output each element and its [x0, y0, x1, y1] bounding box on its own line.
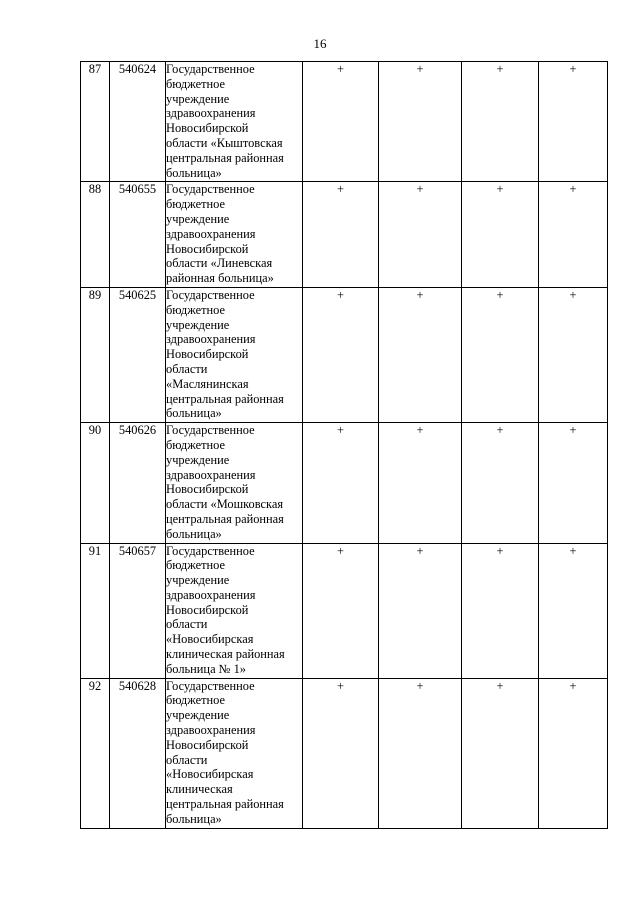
institution-name-line: области «Кыштовская — [166, 135, 283, 150]
institution-name-line: области — [166, 617, 208, 632]
mark-cell-1: + — [303, 182, 379, 288]
institution-name-line: учреждение — [166, 573, 230, 588]
institution-name-line: больница» — [166, 165, 222, 180]
institution-name-line: бюджетное — [166, 302, 226, 317]
institution-name-line: учреждение — [166, 91, 230, 106]
institution-name-line: Государственное — [166, 543, 255, 558]
institution-code-cell: 540655 — [110, 182, 166, 288]
table-row — [81, 423, 608, 543]
mark-cell-3: + — [462, 62, 539, 182]
institution-name-line: бюджетное — [166, 437, 226, 452]
institution-name-line: области — [166, 752, 208, 767]
institution-name-line: Новосибирской — [166, 737, 249, 752]
institution-name-line: больница» — [166, 406, 222, 421]
institution-name-line: области «Линевская — [166, 256, 273, 271]
mark-cell-1: + — [303, 543, 379, 678]
institution-name-cell — [166, 182, 303, 288]
institution-name-cell — [166, 287, 303, 422]
institution-name-line: учреждение — [166, 211, 230, 226]
institution-name-line: здравоохранения — [166, 226, 256, 241]
table-row — [81, 543, 608, 678]
mark-cell-3: + — [462, 287, 539, 422]
table-row — [81, 287, 608, 422]
mark-cell-4: + — [539, 182, 608, 288]
institution-name-cell — [166, 678, 303, 828]
row-number-cell: 90 — [81, 423, 110, 543]
institution-name-line: здравоохранения — [166, 587, 256, 602]
institution-code-cell: 540657 — [110, 543, 166, 678]
institution-name-line: Новосибирской — [166, 241, 249, 256]
mark-cell-2: + — [379, 182, 462, 288]
institution-name-line: Государственное — [166, 287, 255, 302]
institution-name-line: клиническая районная — [166, 647, 285, 662]
mark-cell-4: + — [539, 287, 608, 422]
mark-cell-3: + — [462, 182, 539, 288]
institution-name-line: бюджетное — [166, 693, 226, 708]
page-number: 16 — [313, 36, 327, 51]
institution-name-line: больница № 1» — [166, 661, 246, 676]
institution-code-cell: 540628 — [110, 678, 166, 828]
row-number-cell: 88 — [81, 182, 110, 288]
mark-cell-1: + — [303, 678, 379, 828]
institution-name-cell — [166, 423, 303, 543]
mark-cell-2: + — [379, 543, 462, 678]
mark-cell-1: + — [303, 287, 379, 422]
institution-name-cell — [166, 62, 303, 182]
institution-name-line: области — [166, 361, 208, 376]
institution-code-cell: 540625 — [110, 287, 166, 422]
institution-code-cell: 540624 — [110, 62, 166, 182]
row-number-cell: 92 — [81, 678, 110, 828]
institutions-table — [80, 61, 608, 829]
institution-name-line: Государственное — [166, 678, 255, 693]
institution-name-line: «Новосибирская — [166, 767, 254, 782]
table-row — [81, 62, 608, 182]
institution-name-line: Новосибирской — [166, 347, 249, 362]
institution-name-line: Государственное — [166, 423, 255, 438]
institution-name-line: учреждение — [166, 317, 230, 332]
institution-name-line: центральная районная — [166, 391, 284, 406]
table-body — [81, 62, 608, 829]
institution-name-line: центральная районная — [166, 797, 284, 812]
institution-name-line: здравоохранения — [166, 467, 256, 482]
institution-name-line: «Маслянинская — [166, 376, 249, 391]
mark-cell-4: + — [539, 62, 608, 182]
mark-cell-3: + — [462, 678, 539, 828]
row-number-cell: 91 — [81, 543, 110, 678]
table-row — [81, 182, 608, 288]
institution-name-line: больница» — [166, 526, 222, 541]
institution-name-line: центральная районная — [166, 150, 284, 165]
mark-cell-2: + — [379, 287, 462, 422]
mark-cell-1: + — [303, 62, 379, 182]
institution-name-line: Государственное — [166, 62, 255, 76]
table-row — [81, 678, 608, 828]
institution-name-line: учреждение — [166, 708, 230, 723]
institution-name-line: Государственное — [166, 182, 255, 197]
institution-code-cell: 540626 — [110, 423, 166, 543]
institution-name-line: здравоохранения — [166, 332, 256, 347]
institution-name-line: бюджетное — [166, 558, 226, 573]
mark-cell-4: + — [539, 678, 608, 828]
row-number-cell: 87 — [81, 62, 110, 182]
mark-cell-4: + — [539, 543, 608, 678]
row-number-cell: 89 — [81, 287, 110, 422]
institution-name-line: Новосибирской — [166, 602, 249, 617]
institution-name-line: здравоохранения — [166, 723, 256, 738]
institution-name-line: больница» — [166, 811, 222, 826]
mark-cell-2: + — [379, 678, 462, 828]
mark-cell-3: + — [462, 543, 539, 678]
institution-name-line: Новосибирской — [166, 121, 249, 136]
mark-cell-1: + — [303, 423, 379, 543]
institution-name-line: учреждение — [166, 452, 230, 467]
institution-name-line: здравоохранения — [166, 106, 256, 121]
institution-name-line: бюджетное — [166, 197, 226, 212]
institution-name-cell — [166, 543, 303, 678]
mark-cell-2: + — [379, 62, 462, 182]
institution-name-line: клиническая — [166, 782, 233, 797]
mark-cell-4: + — [539, 423, 608, 543]
mark-cell-2: + — [379, 423, 462, 543]
institution-name-line: Новосибирской — [166, 482, 249, 497]
institution-name-line: центральная районная — [166, 511, 284, 526]
institution-name-line: бюджетное — [166, 76, 226, 91]
mark-cell-3: + — [462, 423, 539, 543]
institution-name-line: «Новосибирская — [166, 632, 254, 647]
institution-name-line: районная больница» — [166, 271, 274, 286]
institution-name-line: области «Мошковская — [166, 497, 284, 512]
